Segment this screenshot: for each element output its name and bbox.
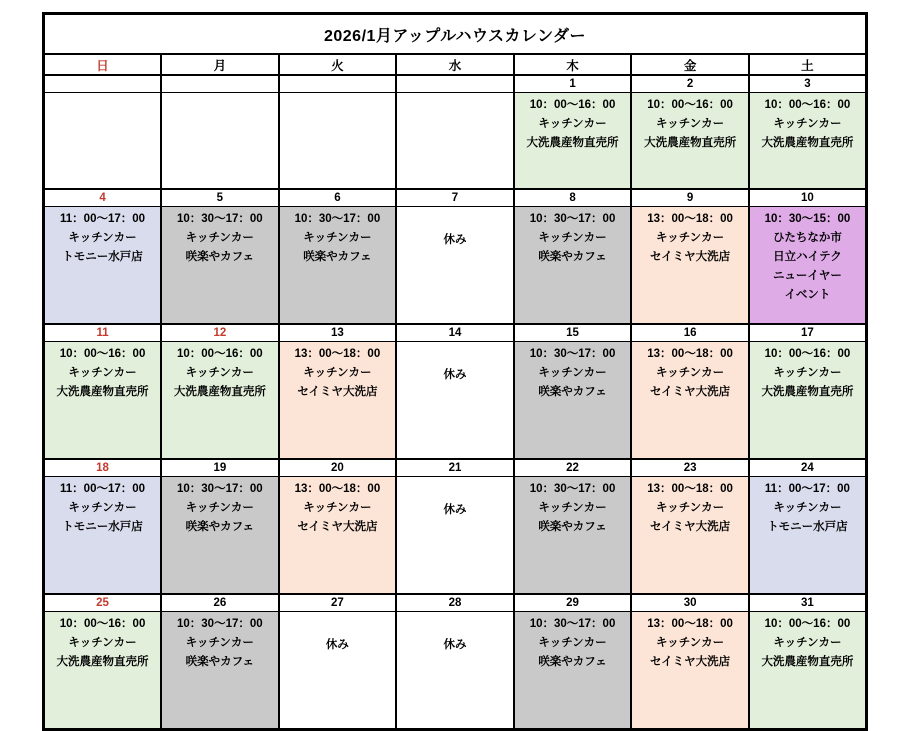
event-line: キッチンカー xyxy=(655,232,725,244)
event-line: 13：00～18：00 xyxy=(647,618,733,630)
event-line: 咲楽やカフェ xyxy=(538,521,607,533)
day-cell-empty xyxy=(161,93,279,190)
day-cell-25 xyxy=(44,612,162,730)
event-line: トモニー水戸店 xyxy=(767,521,848,533)
event-line: キッチンカー xyxy=(538,367,607,379)
closed-label: 休み xyxy=(325,639,349,651)
day-cell-28 xyxy=(396,612,514,730)
weekday-header-tue: 火 xyxy=(279,54,397,75)
event-line: 大洗農産物直売所 xyxy=(761,656,854,668)
date-number-1: 1 xyxy=(514,75,632,93)
day-cell-22 xyxy=(514,477,632,595)
day-cell-20 xyxy=(279,477,397,595)
event-line: キッチンカー xyxy=(655,502,725,514)
event-line: ニューイヤー xyxy=(772,270,842,282)
day-cell-24 xyxy=(749,477,867,595)
weekday-header-thu: 木 xyxy=(514,54,632,75)
calendar-title: 2026/1月アップルハウスカレンダー xyxy=(44,14,867,55)
date-number-19: 19 xyxy=(161,459,279,477)
day-cell-1 xyxy=(514,93,632,190)
date-number-12: 12 xyxy=(161,324,279,342)
event-line: 11：00～17：00 xyxy=(60,213,146,225)
event-line: 咲楽やカフェ xyxy=(538,251,607,263)
date-number-empty xyxy=(161,75,279,93)
event-line: 大洗農産物直売所 xyxy=(56,656,149,668)
event-line: キッチンカー xyxy=(773,367,842,379)
day-cell-8 xyxy=(514,207,632,325)
weekday-header-sun: 日 xyxy=(44,54,162,75)
event-line: 10：30～15：00 xyxy=(764,213,851,225)
event-line: キッチンカー xyxy=(538,637,607,649)
event-line: 日立ハイテク xyxy=(773,251,842,263)
day-cell-empty xyxy=(396,93,514,190)
event-line: キッチンカー xyxy=(185,637,254,649)
event-line: セイミヤ大洗店 xyxy=(297,521,378,533)
week-content-row xyxy=(44,207,867,325)
event-line: 10：30～17：00 xyxy=(529,483,616,495)
date-number-6: 6 xyxy=(279,189,397,207)
day-cell-30 xyxy=(631,612,749,730)
day-cell-27 xyxy=(279,612,397,730)
event-line: キッチンカー xyxy=(538,502,607,514)
date-number-16: 16 xyxy=(631,324,749,342)
closed-label: 休み xyxy=(443,369,467,381)
weekday-header-wed: 水 xyxy=(396,54,514,75)
week-content-row xyxy=(44,477,867,595)
event-line: 大洗農産物直売所 xyxy=(526,137,619,149)
week-content-row xyxy=(44,612,867,730)
date-number-4: 4 xyxy=(44,189,162,207)
date-number-17: 17 xyxy=(749,324,867,342)
date-number-9: 9 xyxy=(631,189,749,207)
event-line: キッチンカー xyxy=(655,367,725,379)
event-line: キッチンカー xyxy=(303,502,372,514)
event-line: 10：00～16：00 xyxy=(529,99,616,111)
date-number-11: 11 xyxy=(44,324,162,342)
event-line: 13：00～18：00 xyxy=(647,483,733,495)
calendar-table xyxy=(42,12,868,731)
event-line: 10：30～17：00 xyxy=(177,618,263,630)
date-number-empty xyxy=(44,75,162,93)
event-line: 大洗農産物直売所 xyxy=(761,386,854,398)
event-line: 11：00～17：00 xyxy=(60,483,146,495)
date-number-27: 27 xyxy=(279,594,397,612)
date-number-18: 18 xyxy=(44,459,162,477)
closed-label: 休み xyxy=(443,639,467,651)
day-cell-17 xyxy=(749,342,867,460)
event-line: キッチンカー xyxy=(655,637,725,649)
event-line: セイミヤ大洗店 xyxy=(650,386,731,398)
event-line: キッチンカー xyxy=(538,118,607,130)
event-line: 10：00～16：00 xyxy=(647,99,733,111)
day-cell-empty xyxy=(44,93,162,190)
event-line: 10：00～16：00 xyxy=(764,618,851,630)
event-line: 10：30～17：00 xyxy=(177,213,263,225)
event-line: キッチンカー xyxy=(68,637,137,649)
week-content-row xyxy=(44,342,867,460)
event-line: 11：00～17：00 xyxy=(764,483,850,495)
day-cell-16 xyxy=(631,342,749,460)
date-number-13: 13 xyxy=(279,324,397,342)
event-line: キッチンカー xyxy=(185,232,254,244)
day-cell-empty xyxy=(279,93,397,190)
event-line: 咲楽やカフェ xyxy=(303,251,372,263)
event-line: 大洗農産物直売所 xyxy=(173,386,266,398)
day-cell-7 xyxy=(396,207,514,325)
day-cell-2 xyxy=(631,93,749,190)
event-line: 13：00～18：00 xyxy=(294,483,381,495)
date-number-24: 24 xyxy=(749,459,867,477)
event-line: キッチンカー xyxy=(185,367,254,379)
event-line: 10：30～17：00 xyxy=(294,213,381,225)
weekday-header-row xyxy=(44,54,867,75)
date-number-30: 30 xyxy=(631,594,749,612)
day-cell-3 xyxy=(749,93,867,190)
closed-label: 休み xyxy=(443,504,467,516)
date-number-3: 3 xyxy=(749,75,867,93)
event-line: 大洗農産物直売所 xyxy=(644,137,737,149)
event-line: イベント xyxy=(784,289,831,301)
date-number-8: 8 xyxy=(514,189,632,207)
day-cell-31 xyxy=(749,612,867,730)
date-number-21: 21 xyxy=(396,459,514,477)
event-line: 咲楽やカフェ xyxy=(185,521,255,533)
event-line: セイミヤ大洗店 xyxy=(650,656,731,668)
day-cell-29 xyxy=(514,612,632,730)
day-cell-9 xyxy=(631,207,749,325)
event-line: キッチンカー xyxy=(68,502,137,514)
date-number-row xyxy=(44,459,867,477)
date-number-row xyxy=(44,189,867,207)
date-number-23: 23 xyxy=(631,459,749,477)
event-line: キッチンカー xyxy=(303,367,372,379)
date-number-20: 20 xyxy=(279,459,397,477)
event-line: キッチンカー xyxy=(655,118,725,130)
event-line: キッチンカー xyxy=(773,637,842,649)
day-cell-23 xyxy=(631,477,749,595)
day-cell-6 xyxy=(279,207,397,325)
event-line: 10：00～16：00 xyxy=(59,348,146,360)
date-number-26: 26 xyxy=(161,594,279,612)
event-line: 10：00～16：00 xyxy=(177,348,263,360)
date-number-29: 29 xyxy=(514,594,632,612)
day-cell-11 xyxy=(44,342,162,460)
event-line: 咲楽やカフェ xyxy=(538,656,607,668)
event-line: ひたちなか市 xyxy=(772,232,842,244)
event-line: キッチンカー xyxy=(68,232,137,244)
event-line: 10：30～17：00 xyxy=(177,483,263,495)
event-line: キッチンカー xyxy=(303,232,372,244)
event-line: トモニー水戸店 xyxy=(62,521,143,533)
date-number-31: 31 xyxy=(749,594,867,612)
event-line: 13：00～18：00 xyxy=(647,213,733,225)
day-cell-13 xyxy=(279,342,397,460)
event-line: 咲楽やカフェ xyxy=(185,251,255,263)
date-number-22: 22 xyxy=(514,459,632,477)
event-line: キッチンカー xyxy=(773,118,842,130)
date-number-15: 15 xyxy=(514,324,632,342)
event-line: 10：00～16：00 xyxy=(764,99,851,111)
date-number-5: 5 xyxy=(161,189,279,207)
date-number-empty xyxy=(279,75,397,93)
event-line: 13：00～18：00 xyxy=(294,348,381,360)
date-number-10: 10 xyxy=(749,189,867,207)
event-line: 咲楽やカフェ xyxy=(538,386,607,398)
date-number-25: 25 xyxy=(44,594,162,612)
event-line: セイミヤ大洗店 xyxy=(650,251,731,263)
date-number-empty xyxy=(396,75,514,93)
day-cell-4 xyxy=(44,207,162,325)
event-line: キッチンカー xyxy=(773,502,842,514)
day-cell-19 xyxy=(161,477,279,595)
event-line: 大洗農産物直売所 xyxy=(56,386,149,398)
event-line: 10：30～17：00 xyxy=(529,348,616,360)
event-line: 13：00～18：00 xyxy=(647,348,733,360)
day-cell-18 xyxy=(44,477,162,595)
date-number-row xyxy=(44,324,867,342)
event-line: キッチンカー xyxy=(538,232,607,244)
weekday-header-sat: 土 xyxy=(749,54,867,75)
event-line: 大洗農産物直売所 xyxy=(761,137,854,149)
day-cell-21 xyxy=(396,477,514,595)
event-line: キッチンカー xyxy=(185,502,254,514)
title-row xyxy=(44,14,867,55)
event-line: セイミヤ大洗店 xyxy=(297,386,378,398)
event-line: セイミヤ大洗店 xyxy=(650,521,731,533)
date-number-row xyxy=(44,594,867,612)
date-number-2: 2 xyxy=(631,75,749,93)
event-line: キッチンカー xyxy=(68,367,137,379)
event-line: 10：00～16：00 xyxy=(764,348,851,360)
event-line: トモニー水戸店 xyxy=(62,251,143,263)
event-line: 咲楽やカフェ xyxy=(185,656,255,668)
closed-label: 休み xyxy=(443,234,467,246)
date-number-28: 28 xyxy=(396,594,514,612)
event-line: 10：00～16：00 xyxy=(59,618,146,630)
calendar-weeks xyxy=(44,75,867,730)
day-cell-12 xyxy=(161,342,279,460)
weekday-header-mon: 月 xyxy=(161,54,279,75)
event-line: 10：30～17：00 xyxy=(529,618,616,630)
date-number-14: 14 xyxy=(396,324,514,342)
week-content-row xyxy=(44,93,867,190)
day-cell-14 xyxy=(396,342,514,460)
date-number-row xyxy=(44,75,867,93)
day-cell-10 xyxy=(749,207,867,325)
date-number-7: 7 xyxy=(396,189,514,207)
weekday-header-fri: 金 xyxy=(631,54,749,75)
day-cell-26 xyxy=(161,612,279,730)
day-cell-15 xyxy=(514,342,632,460)
day-cell-5 xyxy=(161,207,279,325)
event-line: 10：30～17：00 xyxy=(529,213,616,225)
